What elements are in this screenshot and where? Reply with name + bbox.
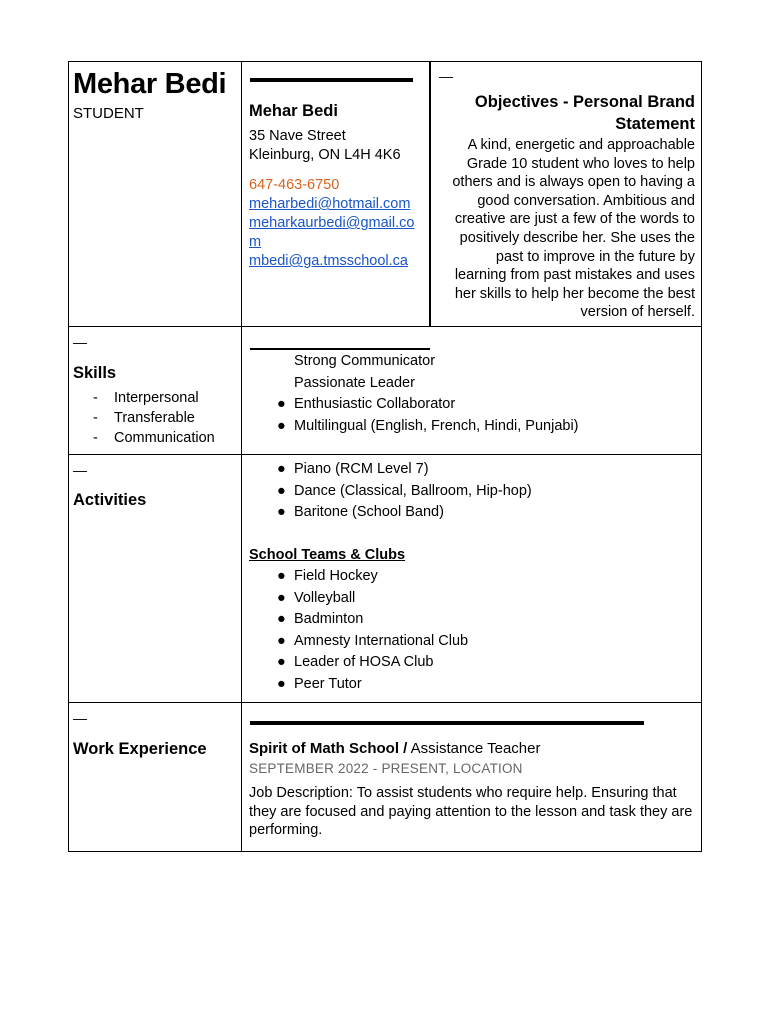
email-link-gmail-wrap[interactable]: m — [249, 234, 262, 250]
skills-dash: — — [73, 334, 87, 350]
column-divider — [241, 62, 242, 851]
contact-name: Mehar Bedi — [249, 102, 338, 120]
address-line-1: 35 Nave Street — [249, 128, 346, 144]
applicant-name: Mehar Bedi — [73, 68, 227, 100]
list-item: ● Volleyball — [277, 589, 356, 606]
decorative-bar — [250, 348, 430, 350]
job-position: Assistance Teacher — [407, 740, 541, 757]
list-item: ● Amnesty International Club — [277, 632, 469, 649]
list-item: - Interpersonal — [93, 390, 199, 406]
skills-list — [69, 388, 241, 448]
phone-number: 647-463-6750 — [249, 177, 340, 193]
objectives-block — [441, 91, 695, 322]
list-item: Passionate Leader — [294, 374, 415, 391]
objectives-body: A kind, energetic and approachable Grade 10 student who loves to help others and is always open to having a good conversation. Ambitious and creative are just a few of the words to positively describe her. She uses the past to improve in the future by learning from past mistakes and uses her skills to help her become the best version of herself. — [452, 137, 695, 321]
activities-title: Activities — [73, 491, 147, 509]
decorative-bar — [250, 78, 413, 82]
decorative-bar — [250, 721, 644, 725]
work-dash: — — [73, 710, 87, 726]
row-divider — [69, 326, 701, 327]
address-line-2: Kleinburg, ON L4H 4K6 — [249, 147, 401, 163]
applicant-role: STUDENT — [73, 105, 144, 122]
column-divider — [429, 62, 431, 326]
employer-name: Spirit of Math School / — [249, 740, 408, 757]
row-divider — [69, 702, 701, 703]
job-description: Job Description: To assist students who require help. Ensuring that they are focused and paying attention to the lesson and task they are performing. — [249, 785, 693, 838]
list-item: - Communication — [93, 430, 215, 446]
resume-table — [68, 61, 702, 852]
list-item: ● Badminton — [277, 611, 364, 627]
contact-block — [249, 102, 414, 271]
activities-dash: — — [73, 462, 87, 478]
list-item: ● Baritone (School Band) — [277, 504, 444, 520]
skills-detail-list — [249, 351, 689, 437]
work-heading — [249, 740, 695, 757]
list-item: ● Multilingual (English, French, Hindi, Punjabi) — [277, 417, 579, 434]
list-item: ● Peer Tutor — [277, 675, 362, 692]
clubs-list — [249, 566, 689, 695]
list-item: ● Dance (Classical, Ballroom, Hip-hop) — [277, 482, 532, 499]
work-dates: SEPTEMBER 2022 - PRESENT, LOCATION — [249, 761, 523, 776]
email-link-school[interactable]: mbedi@ga.tmsschool.ca — [249, 253, 408, 269]
email-link-hotmail[interactable]: meharbedi@hotmail.com — [249, 196, 411, 212]
list-item: ● Leader of HOSA Club — [277, 654, 434, 670]
list-item: Strong Communicator — [294, 353, 436, 369]
list-item: ● Field Hockey — [277, 568, 378, 584]
list-item: ● Enthusiastic Collaborator — [277, 396, 456, 412]
list-item: - Transferable — [93, 410, 195, 426]
email-link-gmail[interactable]: meharkaurbedi@gmail.co — [249, 215, 415, 231]
activities-list — [249, 459, 689, 524]
clubs-heading: School Teams & Clubs — [249, 547, 406, 563]
list-item: ● Piano (RCM Level 7) — [277, 461, 429, 477]
objectives-title-line-2: Statement — [615, 115, 695, 133]
skills-title: Skills — [73, 364, 117, 382]
work-title: Work Experience — [73, 740, 207, 758]
objectives-dash: — — [439, 68, 453, 84]
row-divider — [69, 454, 701, 455]
work-entry — [249, 740, 695, 840]
objectives-title-line-1: Objectives - Personal Brand — [474, 93, 695, 111]
